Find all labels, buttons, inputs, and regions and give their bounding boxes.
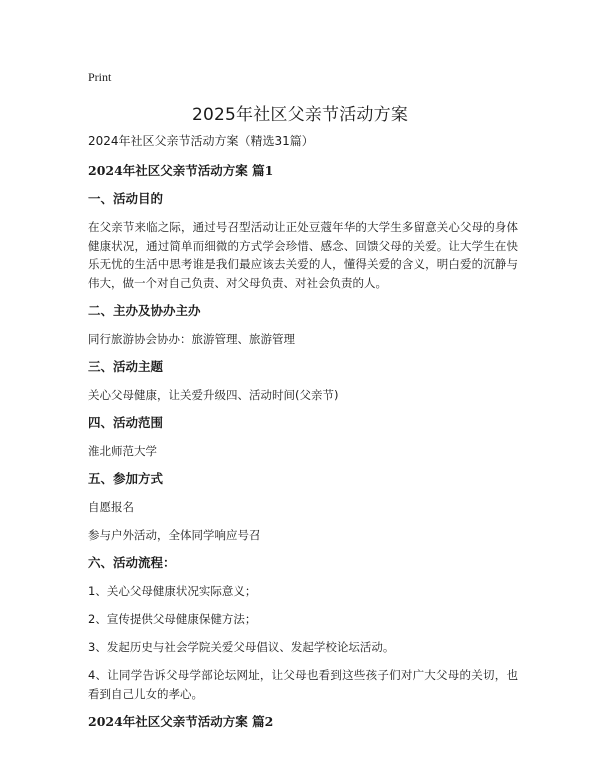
article-2-title: 2024年社区父亲节活动方案 篇2: [88, 714, 274, 729]
section-6-item-4: 4、让同学告诉父母学部论坛网址，让父母也看到这些孩子们对广大父母的关切，也看到自己儿女的孝心。: [88, 668, 518, 701]
document-subtitle: 2024年社区父亲节活动方案（精选31篇）: [88, 134, 314, 148]
section-2-heading: 二、主办及协办主办: [88, 303, 201, 318]
section-2-text: 同行旅游协会协办：旅游管理、旅游管理: [88, 332, 295, 346]
section-6-heading: 六、活动流程：: [88, 555, 176, 570]
section-5-text-1: 自愿报名: [88, 500, 134, 514]
section-6-item-1: 1、关心父母健康状况实际意义；: [88, 584, 257, 598]
section-5-heading: 五、参加方式: [88, 471, 164, 486]
section-6-item-3: 3、发起历史与社会学院关爱父母倡议、发起学校论坛活动。: [88, 640, 395, 654]
section-4-text: 淮北师范大学: [88, 444, 157, 458]
article-body: [88, 132, 518, 741]
section-6-item-2: 2、宣传提供父母健康保健方法；: [88, 612, 257, 626]
article-1-title: 2024年社区父亲节活动方案 篇1: [88, 163, 274, 178]
print-link[interactable]: Print: [88, 70, 112, 84]
section-5-text-2: 参与户外活动，全体同学响应号召: [88, 528, 261, 542]
section-4-heading: 四、活动范围: [88, 415, 164, 430]
page-title: 2025年社区父亲节活动方案: [191, 105, 409, 125]
section-3-heading: 三、活动主题: [88, 359, 164, 374]
section-1-heading: 一、活动目的: [88, 191, 164, 206]
section-3-text: 关心父母健康，让关爱升级四、活动时间(父亲节): [88, 388, 339, 402]
section-1-text: 在父亲节来临之际，通过号召型活动让正处豆蔻年华的大学生多留意关心父母的身体健康状况，通过简单而细微的方式学会珍惜、感念、回馈父母的关爱。让大学生在快乐无忧的生活中思考谁是我们最应该去关爱的人，懂得关爱的含义，明白爱的沉静与伟大，做一个对自己负责、对父母负责、对社会负责的人。: [88, 220, 518, 290]
